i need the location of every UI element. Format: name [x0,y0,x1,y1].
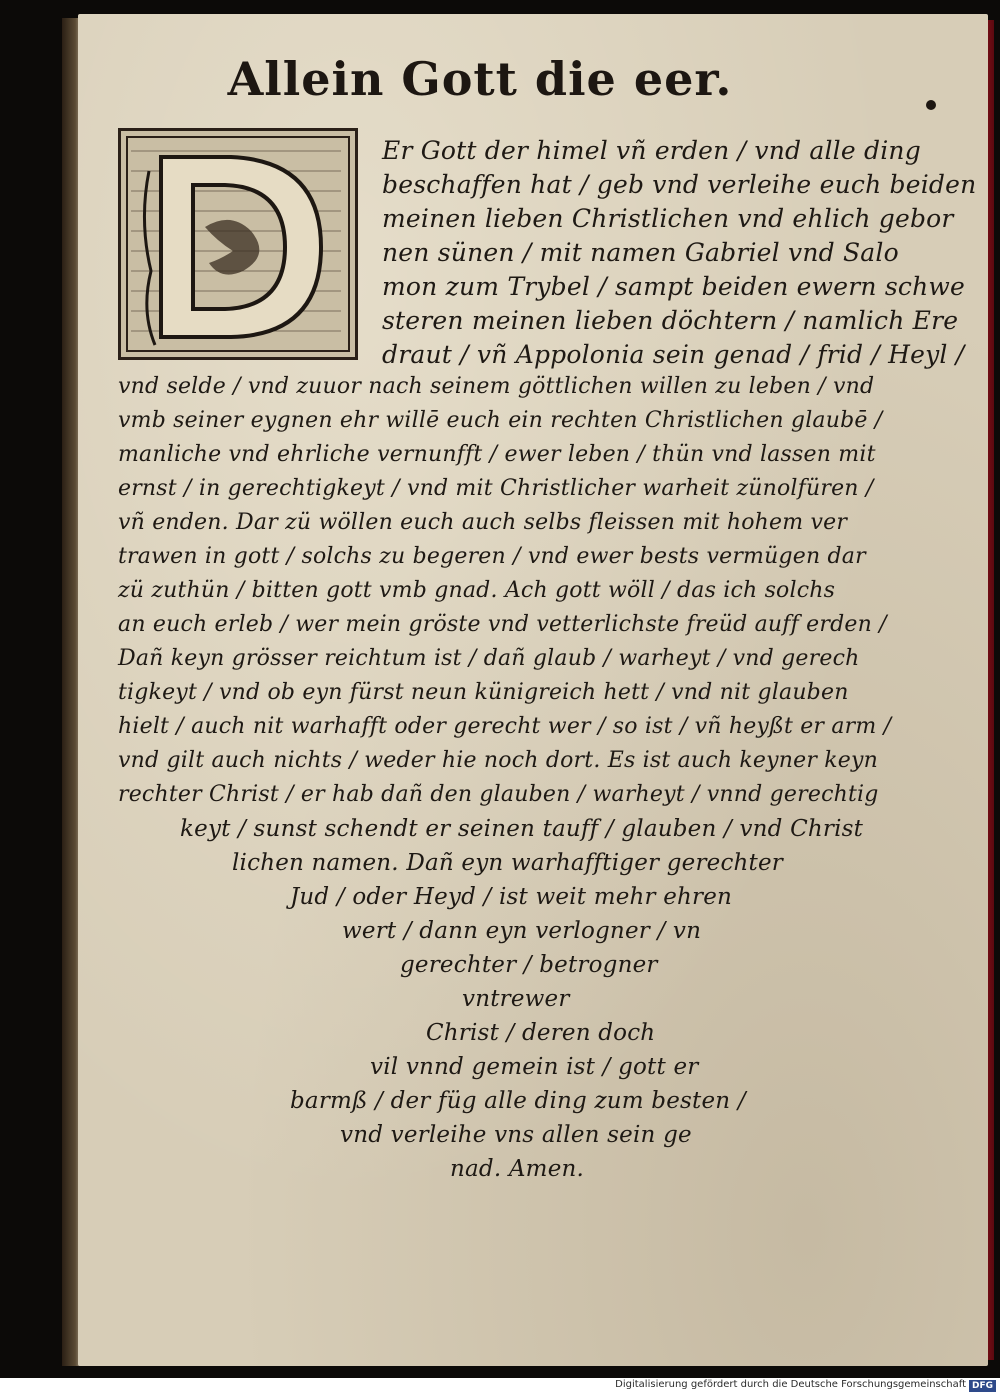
funding-credit: Digitalisierung gefördert durch die Deutsche Forschungsgemeinschaft [615,1379,966,1390]
text-line: an euch erleb / wer mein gröste vnd vetterlichste freüd auff erden / [118,612,887,637]
text-line: Er Gott der himel vñ erden / vnd alle ding [382,136,921,165]
decorated-initial [118,128,358,360]
text-line: steren meinen lieben döchtern / namlich Ere [382,306,959,335]
text-line: vnd selde / vnd zuuor nach seinem göttlichen willen zu leben / vnd [118,374,875,399]
woodcut-initial-icon [121,131,358,360]
text-line: vil vnnd gemein ist / gott er [370,1054,699,1080]
text-line: vñ enden. Dar zü wöllen euch auch selbs fleissen mit hohem ver [118,510,848,535]
text-line: vmb seiner eygnen ehr willē euch ein rechten Christlichen glaubē / [118,408,883,433]
text-line: wert / dann eyn verlogner / vn [342,918,702,944]
text-line: vnd gilt auch nichts / weder hie noch dort. Es ist auch keyner keyn [118,748,879,773]
text-line: tigkeyt / vnd ob eyn fürst neun künigreich hett / vnd nit glauben [118,680,849,705]
ornament-dot [926,100,936,110]
text-line: vntrewer [462,986,570,1012]
text-line: nad. Amen. [450,1156,585,1182]
text-line: Jud / oder Heyd / ist weit mehr ehren [290,884,733,910]
text-line: beschaffen hat / geb vnd verleihe euch beiden [382,170,977,199]
text-line: hielt / auch nit warhafft oder gerecht wer / so ist / vñ heyßt er arm / [118,714,892,739]
text-line: meinen lieben Christlichen vnd ehlich gebor [382,204,954,233]
footer-bar [0,1378,1000,1395]
text-line: trawen in gott / solchs zu begeren / vnd ewer bests vermügen dar [118,544,866,569]
text-line: vnd verleihe vns allen sein ge [340,1122,692,1148]
dfg-logo: DFG [969,1380,996,1392]
text-line: lichen namen. Dañ eyn warhafftiger gerechter [232,850,783,876]
text-line: ernst / in gerechtigkeyt / vnd mit Christlicher warheit zünolfüren / [118,476,874,501]
text-line: zü zuthün / bitten gott vmb gnad. Ach gott wöll / das ich solchs [118,578,836,603]
text-line: nen sünen / mit namen Gabriel vnd Salo [382,238,899,267]
text-line: rechter Christ / er hab dañ den glauben / warheyt / vnnd gerechtig [118,782,879,807]
text-line: keyt / sunst schendt er seinen tauff / glauben / vnd Christ [180,816,864,842]
text-line: Dañ keyn grösser reichtum ist / dañ glaub / warheyt / vnd gerech [118,646,860,671]
text-line: manliche vnd ehrliche vernunfft / ewer leben / thün vnd lassen mit [118,442,876,467]
text-line: mon zum Trybel / sampt beiden ewern schwe [382,272,965,301]
text-line: barmß / der füg alle ding zum besten / [290,1088,746,1114]
text-line: Christ / deren doch [426,1020,656,1046]
text-line: draut / vñ Appolonia sein genad / frid / Heyl / [382,340,965,369]
text-line: gerechter / betrogner [400,952,658,978]
page-title: Allein Gott die eer. [227,52,733,106]
